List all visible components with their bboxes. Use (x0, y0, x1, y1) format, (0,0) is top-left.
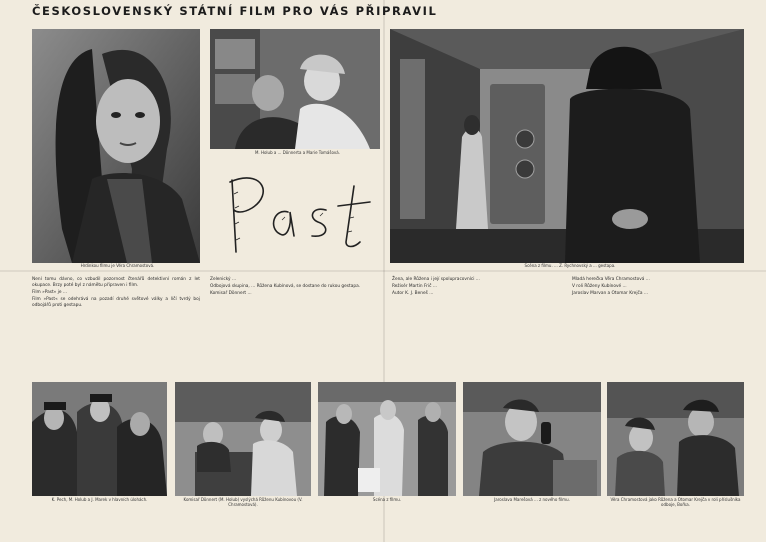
photo-couple-scene (607, 382, 744, 496)
poster-header: ČESKOSLOVENSKÝ STÁTNÍ FILM PRO VÁS PŘIPRAVIL (32, 4, 438, 18)
article-paragraph: Komisař Dönnert ... (210, 291, 252, 296)
article-paragraph: Autor K. J. Beneš ... (392, 291, 434, 296)
photo-heroine-portrait (32, 29, 200, 263)
article-paragraph: Žena, ale Růžena i její spolupracovníci ... (392, 277, 480, 282)
film-title-past (222, 168, 382, 260)
article-paragraph: Odbojová skupina, ... Růžena Kubínová, se dostane do rukou gestapa. (210, 284, 361, 289)
caption-bottom-4: Jaroslava Marešová ... z nového filmu. (494, 497, 570, 502)
caption-bottom-1: K. Pech, M. Holub a J. Marek v hlavních úlohách. (51, 497, 148, 502)
caption-bottom-5: Věra Chramostová jako Růžena a Otomar Krejča v roli příslušníka odboje, Bořka. (610, 497, 741, 507)
caption-bottom-2: Komisař Dönnert (M. Holub) vyslýchá Růženu Kubínovou (V. Chramostová). (183, 497, 303, 507)
article-column-4 (572, 277, 744, 377)
article-paragraph: Film »Past« je ... (32, 290, 67, 296)
article-paragraph: Zelenický ... (210, 277, 237, 282)
article-paragraph: Režisér Martin Frič ... (392, 284, 437, 289)
caption-top-right: Scéna z filmu. ... Z. Rychnovský a ... gestapa. (524, 263, 616, 268)
article-paragraph: Jaroslav Marvan a Otomar Krejča ... (572, 291, 648, 296)
article-paragraph: V roli Růženy Kubínové ... (572, 284, 627, 289)
article-paragraph: Mladá herečka Věra Chramostová ... (572, 277, 650, 282)
fold-crease-horizontal (0, 270, 766, 272)
photo-interrogation-scene (210, 29, 380, 149)
article-paragraph: Film »Past« se odehrává na pozadí druhé světové války a líčí tvrdý boj odbojářů proti gestapu. (32, 297, 200, 309)
caption-bottom-3: Scéna z filmu. (372, 497, 402, 502)
caption-top-left: Hrdinkou filmu je Věra Chramostová. (80, 263, 155, 268)
photo-office-interrogation (175, 382, 311, 496)
article-column-2 (210, 277, 380, 377)
article-column-3 (392, 277, 564, 377)
article-paragraph: Není tomu dávno, co vzbudil pozornost čtenářů detektivní román z let okupace. Brzy poté byl z námětu připraven i film. (32, 277, 200, 289)
photo-corridor-gestapo (390, 29, 744, 263)
article-column-1 (32, 277, 200, 377)
caption-top-center: M. Holub a ... Dönnerta a Marie Tomášová. (254, 150, 340, 155)
photo-arrest-scene (318, 382, 456, 496)
photo-soldiers-group (32, 382, 167, 496)
photo-man-with-phone (463, 382, 601, 496)
